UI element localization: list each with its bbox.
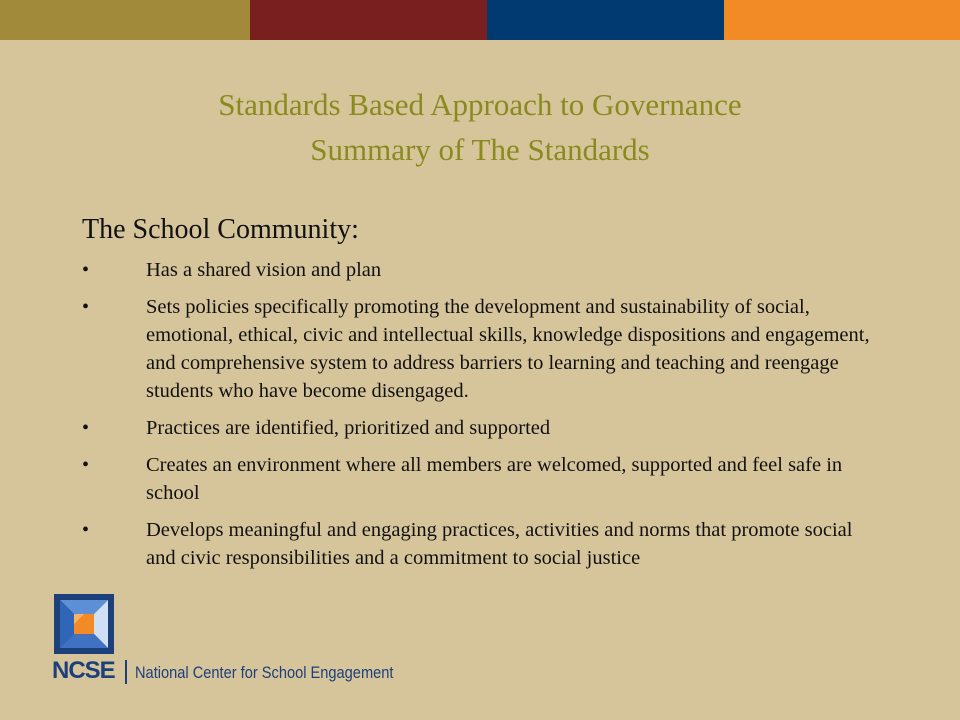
bullet-icon: •: [82, 454, 90, 476]
ncse-logo-icon: [54, 594, 114, 654]
bullet-item: [82, 516, 882, 572]
bullet-item: [82, 293, 882, 405]
logo-acronym: NCSE: [52, 657, 115, 684]
bullet-item: [82, 451, 882, 507]
section-heading: The School Community:: [82, 214, 359, 245]
color-bar-segment-gold: [0, 0, 250, 40]
bullet-icon: •: [82, 259, 90, 281]
top-color-bar: [0, 0, 960, 40]
logo-divider: [125, 660, 127, 684]
title-line-2: Summary of The Standards: [310, 132, 650, 167]
bullet-text: Creates an environment where all members are welcomed, supported and feel safe in school: [146, 454, 843, 504]
bullet-text: Has a shared vision and plan: [146, 259, 382, 281]
logo-full-name: National Center for School Engagement: [135, 663, 394, 682]
bullet-text: Sets policies specifically promoting the development and sustainability of social, emotional, ethical, civic and intellectual skills, knowledge dispositions and engagement, and comprehensive system to address barriers to learning and teaching and reengage students who have become disengaged.: [146, 296, 870, 402]
bullet-icon: •: [82, 417, 90, 439]
title-line-1: Standards Based Approach to Governance: [218, 87, 742, 122]
color-bar-segment-orange: [724, 0, 960, 40]
bullet-list: [82, 256, 882, 581]
slide-title: [0, 82, 960, 172]
bullet-text: Practices are identified, prioritized and supported: [146, 417, 551, 439]
color-bar-segment-maroon: [250, 0, 487, 40]
bullet-text: Develops meaningful and engaging practices, activities and norms that promote social and civic responsibilities and a commitment to social justice: [146, 519, 853, 569]
bullet-icon: •: [82, 519, 90, 541]
bullet-icon: •: [82, 296, 90, 318]
color-bar-segment-blue: [487, 0, 724, 40]
bullet-item: [82, 256, 882, 284]
bullet-item: [82, 414, 882, 442]
